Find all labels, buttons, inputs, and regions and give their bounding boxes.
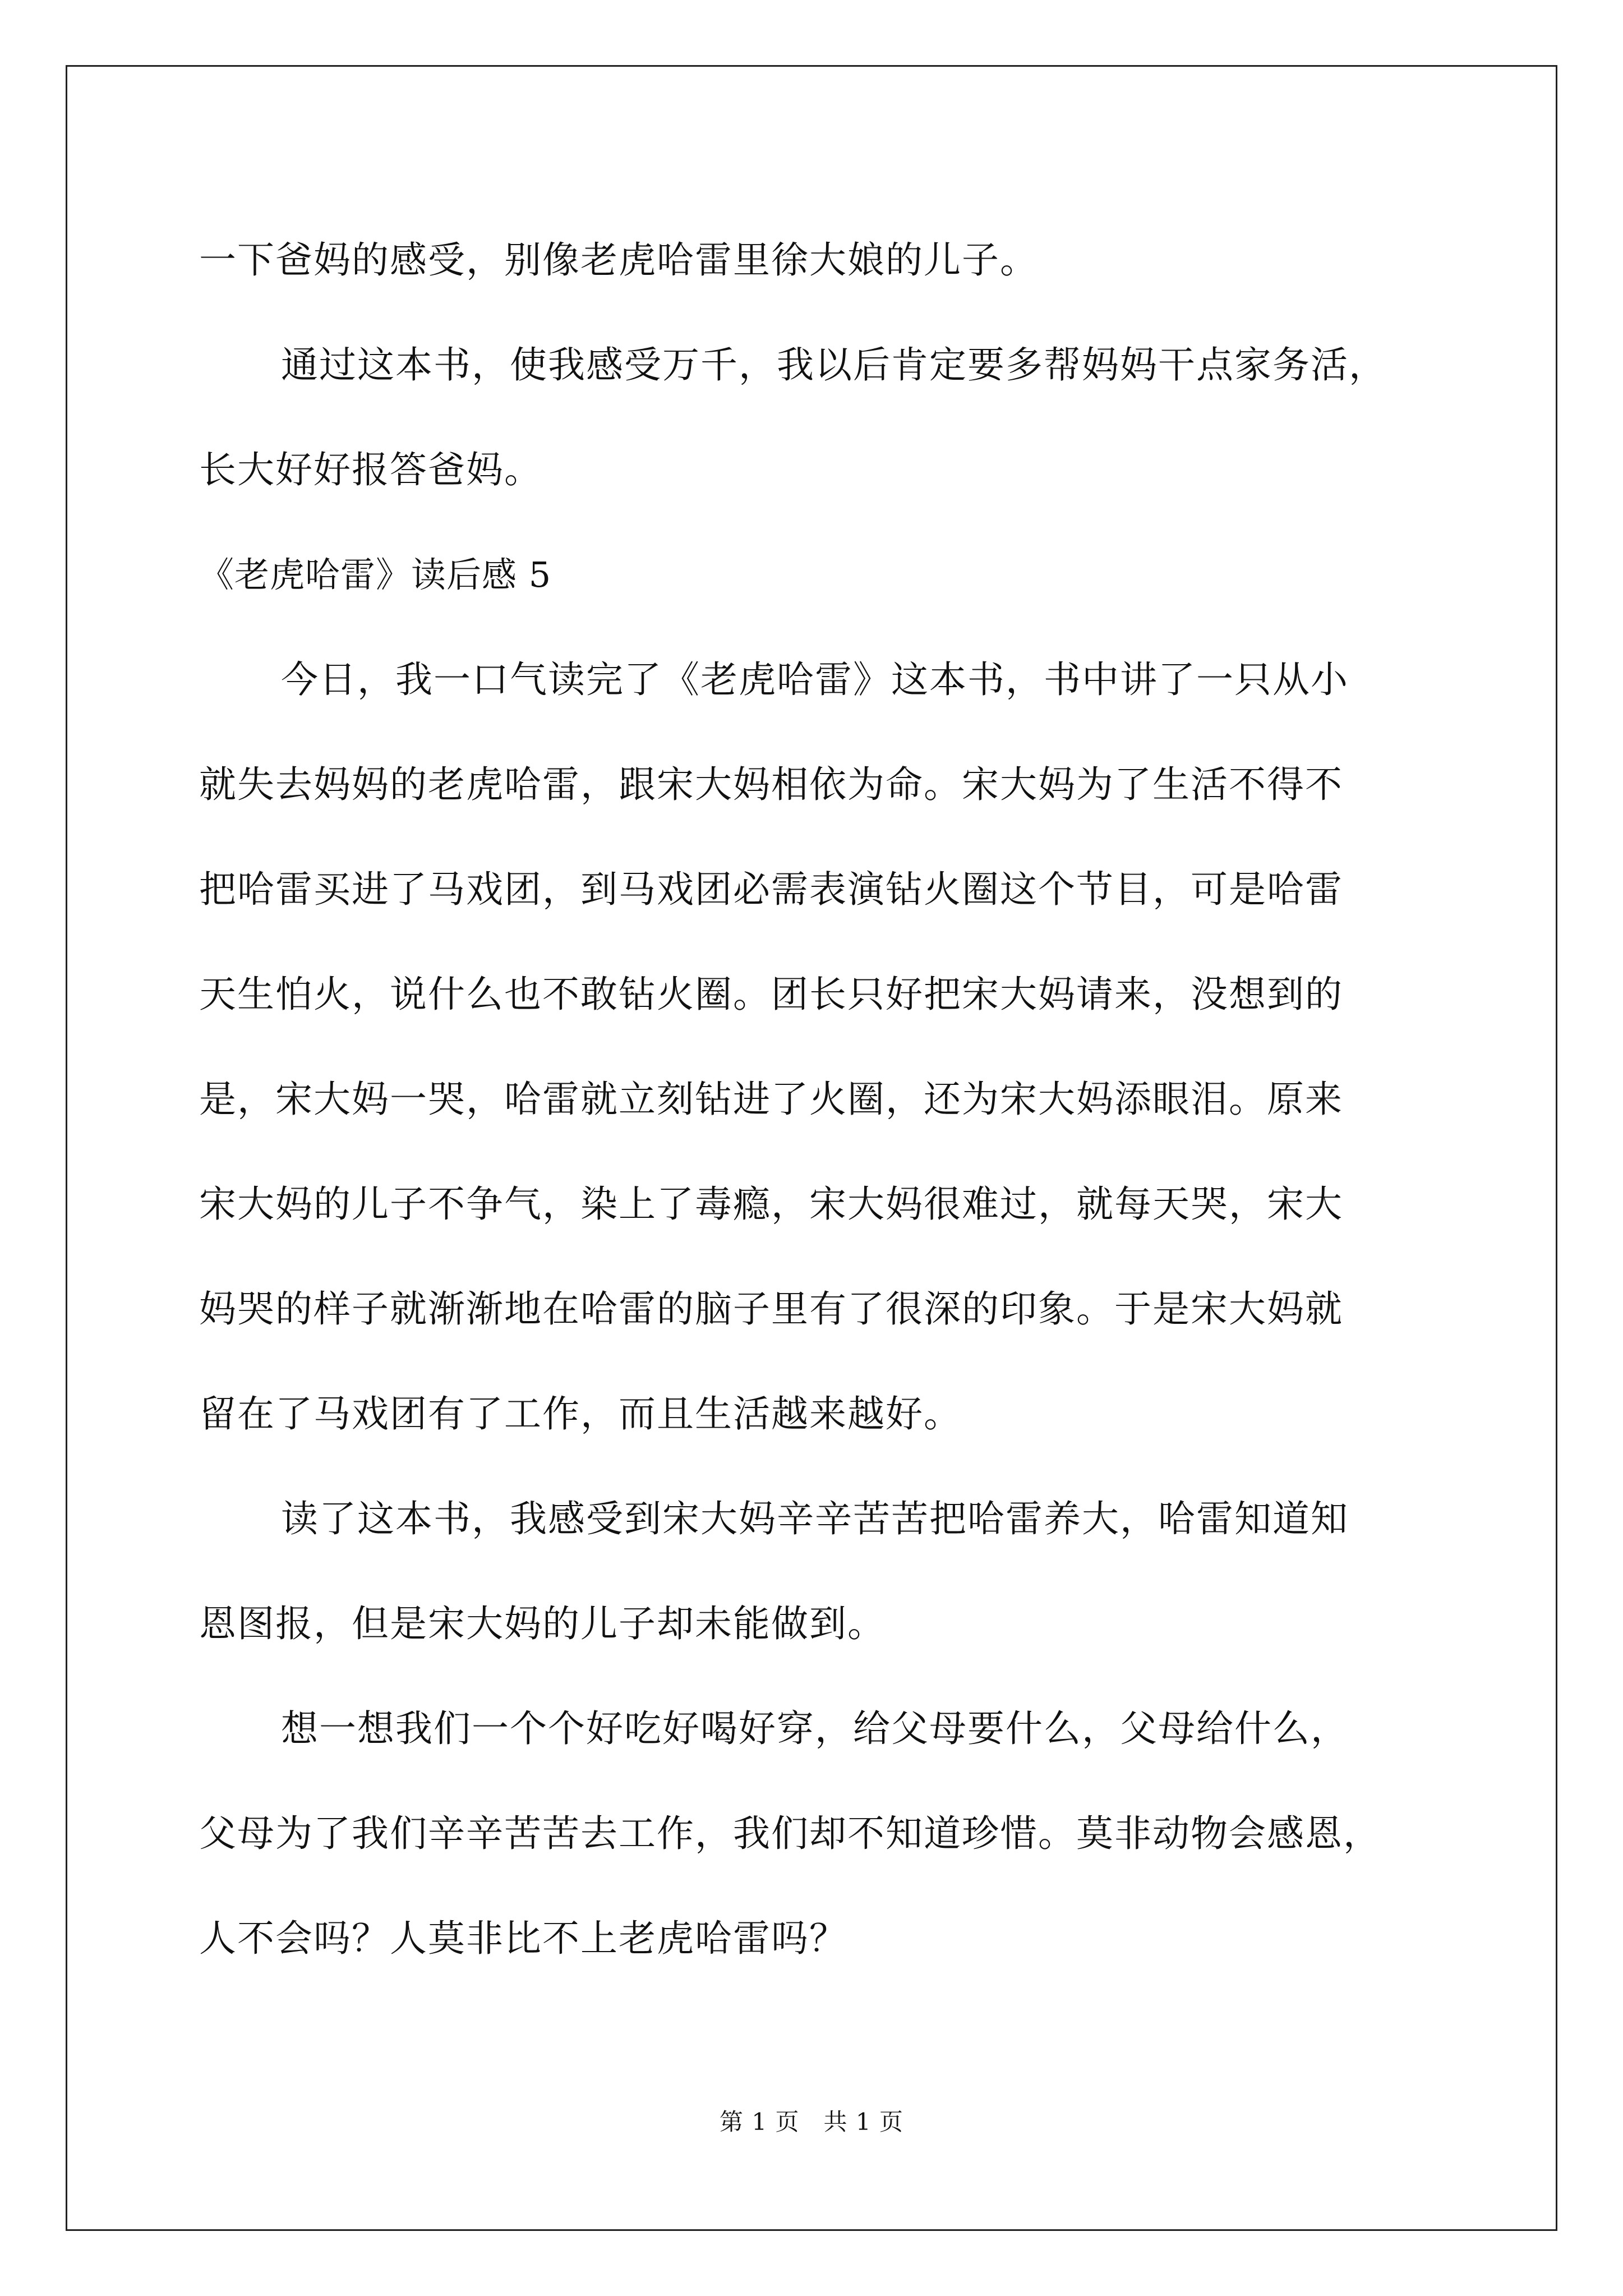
paragraph-line: 今日，我一口气读完了《老虎哈雷》这本书，书中讲了一只从小 [281,658,1349,701]
paragraph-line: 妈哭的样子就渐渐地在哈雷的脑子里有了很深的印象。于是宋大妈就 [199,1287,1343,1331]
paragraph-line: 把哈雷买进了马戏团，到马戏团必需表演钻火圈这个节目，可是哈雷 [199,868,1343,911]
paragraph-line: 天生怕火，说什么也不敢钻火圈。团长只好把宋大妈请来，没想到的 [199,973,1343,1016]
paragraph-line: 人不会吗？人莫非比不上老虎哈雷吗？ [199,1917,847,1960]
paragraph-line: 一下爸妈的感受，别像老虎哈雷里徐大娘的儿子。 [199,238,1038,282]
paragraph-line: 宋大妈的儿子不争气，染上了毒瘾，宋大妈很难过，就每天哭，宋大 [199,1182,1343,1226]
paragraph-line: 恩图报，但是宋大妈的儿子却未能做到。 [199,1602,886,1645]
page-footer: 第 1 页 共 1 页 [720,2108,903,2136]
document-body [199,208,1444,1991]
paragraph-line: 父母为了我们辛辛苦苦去工作，我们却不知道珍惜。莫非动物会感恩， [199,1812,1381,1855]
paragraph-line: 读了这本书，我感受到宋大妈辛辛苦苦把哈雷养大，哈雷知道知 [281,1497,1349,1540]
paragraph-line: 是，宋大妈一哭，哈雷就立刻钻进了火圈，还为宋大妈添眼泪。原来 [199,1078,1343,1121]
section-heading: 《老虎哈雷》读后感 5 [199,554,552,595]
paragraph-line: 长大好好报答爸妈。 [199,448,542,491]
paragraph-line: 就失去妈妈的老虎哈雷，跟宋大妈相依为命。宋大妈为了生活不得不 [199,763,1343,806]
paragraph-line: 想一想我们一个个好吃好喝好穿，给父母要什么，父母给什么， [281,1707,1349,1750]
paragraph-line: 留在了马戏团有了工作，而且生活越来越好。 [199,1392,962,1435]
paragraph-line: 通过这本书，使我感受万千，我以后肯定要多帮妈妈干点家务活， [281,343,1387,386]
